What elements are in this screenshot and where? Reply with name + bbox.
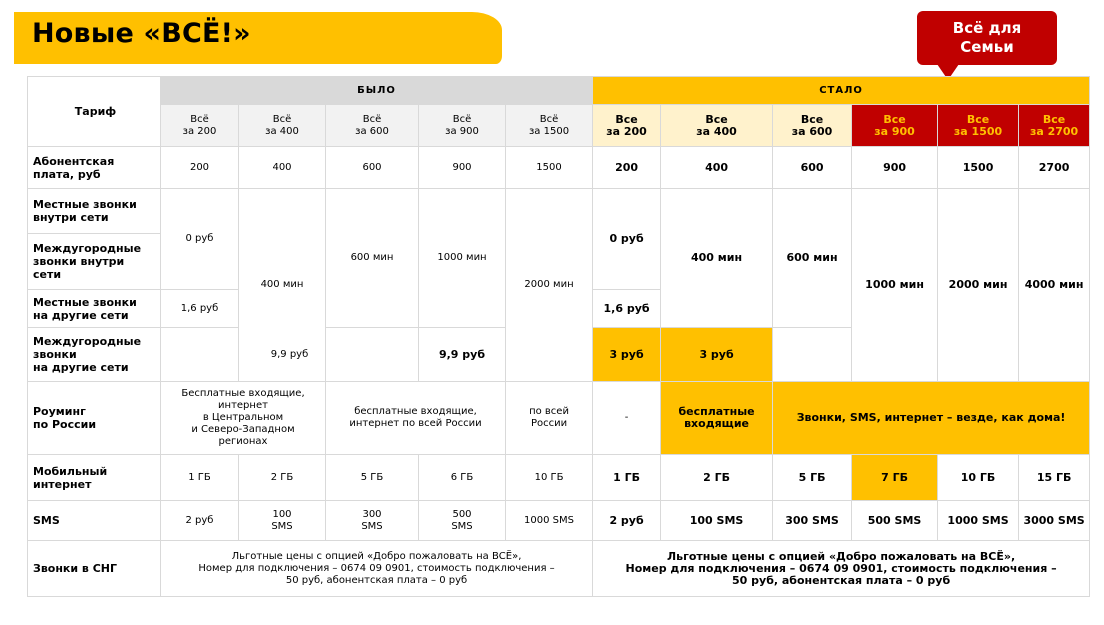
calls-was-400: 400 мин <box>239 189 326 382</box>
roaming-was-600-900: бесплатные входящие, интернет по всей России <box>326 382 506 455</box>
was-header: БЫЛО <box>161 77 593 105</box>
fee-was-900: 900 <box>419 147 506 189</box>
sms-was-400: 100 SMS <box>239 501 326 541</box>
sms-was-900: 500 SMS <box>419 501 506 541</box>
internet-was-1500: 10 ГБ <box>506 455 593 501</box>
calls-was-200-in: 0 руб <box>161 189 239 290</box>
calls-now-200-out: 1,6 руб <box>593 290 661 328</box>
roaming-now-400: бесплатные входящие <box>661 382 773 455</box>
calls-now-1500: 2000 мин <box>938 189 1019 382</box>
fee-label: Абонентская плата, руб <box>28 147 161 189</box>
was-plan-400: Всё за 400 <box>239 105 326 147</box>
roaming-was-1500: по всей России <box>506 382 593 455</box>
family-callout <box>917 11 1057 65</box>
sms-now-200: 2 руб <box>593 501 661 541</box>
calls-was-900: 1000 мин <box>419 189 506 328</box>
internet-now-1500: 10 ГБ <box>938 455 1019 501</box>
sms-now-900: 500 SMS <box>852 501 938 541</box>
sms-now-400: 100 SMS <box>661 501 773 541</box>
calls-was-1500: 2000 мин <box>506 189 593 382</box>
calls-now-200-in: 0 руб <box>593 189 661 290</box>
family-callout-text: Всё для Семьи <box>952 19 1022 56</box>
cis-was: Льготные цены с опцией «Добро пожаловать на ВСЁ», Номер для подключения – 0674 09 0901, стоимость подключения – 50 руб, абонентская плата – 0 руб <box>161 541 593 597</box>
fee-was-400: 400 <box>239 147 326 189</box>
internet-was-600: 5 ГБ <box>326 455 419 501</box>
fee-now-900: 900 <box>852 147 938 189</box>
now-plan-400: Все за 400 <box>661 105 773 147</box>
sms-now-600: 300 SMS <box>773 501 852 541</box>
calls-now-2700: 4000 мин <box>1019 189 1090 382</box>
plan-names-row <box>28 105 1090 147</box>
internet-was-400: 2 ГБ <box>239 455 326 501</box>
fee-now-1500: 1500 <box>938 147 1019 189</box>
fee-was-1500: 1500 <box>506 147 593 189</box>
roaming-row <box>28 382 1090 455</box>
fee-row <box>28 147 1090 189</box>
sms-was-600: 300 SMS <box>326 501 419 541</box>
sms-now-1500: 1000 SMS <box>938 501 1019 541</box>
was-plan-600: Всё за 600 <box>326 105 419 147</box>
header-row <box>28 77 1090 105</box>
fee-was-200: 200 <box>161 147 239 189</box>
now-plan-2700: Все за 2700 <box>1019 105 1090 147</box>
now-header: СТАЛО <box>593 77 1090 105</box>
internet-now-600: 5 ГБ <box>773 455 852 501</box>
sms-label: SMS <box>28 501 161 541</box>
was-plan-200: Всё за 200 <box>161 105 239 147</box>
local-in-row <box>28 189 1090 234</box>
internet-was-200: 1 ГБ <box>161 455 239 501</box>
now-plan-600: Все за 600 <box>773 105 852 147</box>
was-plan-1500: Всё за 1500 <box>506 105 593 147</box>
fee-now-600: 600 <box>773 147 852 189</box>
fee-now-400: 400 <box>661 147 773 189</box>
long-in-label: Междугородные звонки внутри сети <box>28 234 161 290</box>
calls-was-long-out: 9,9 руб <box>161 328 419 382</box>
tariff-header: Тариф <box>28 77 161 147</box>
roaming-label: Роуминг по России <box>28 382 161 455</box>
long-out-label: Междугородные звонки на другие сети <box>28 328 161 382</box>
calls-was-200-out: 1,6 руб <box>161 290 239 328</box>
internet-was-900: 6 ГБ <box>419 455 506 501</box>
sms-was-1500: 1000 SMS <box>506 501 593 541</box>
now-plan-900: Все за 900 <box>852 105 938 147</box>
internet-now-2700: 15 ГБ <box>1019 455 1090 501</box>
local-out-label: Местные звонки на другие сети <box>28 290 161 328</box>
internet-now-200: 1 ГБ <box>593 455 661 501</box>
internet-row <box>28 455 1090 501</box>
roaming-now-200: - <box>593 382 661 455</box>
calls-now-900: 1000 мин <box>852 189 938 382</box>
sms-row <box>28 501 1090 541</box>
was-plan-900: Всё за 900 <box>419 105 506 147</box>
local-in-label: Местные звонки внутри сети <box>28 189 161 234</box>
calls-now-600-long-out: 3 руб <box>661 328 773 382</box>
calls-now-600: 600 мин <box>773 189 852 328</box>
calls-now-400-long-out: 3 руб <box>593 328 661 382</box>
fee-was-600: 600 <box>326 147 419 189</box>
calls-now-400: 400 мин <box>661 189 773 328</box>
roaming-was-200-400: Бесплатные входящие, интернет в Центральном и Северо-Западном регионах <box>161 382 326 455</box>
sms-now-2700: 3000 SMS <box>1019 501 1090 541</box>
sms-was-200: 2 руб <box>161 501 239 541</box>
cis-now: Льготные цены с опцией «Добро пожаловать на ВСЁ», Номер для подключения – 0674 09 0901, стоимость подключения – 50 руб, абонентская плата – 0 руб <box>593 541 1090 597</box>
internet-label: Мобильный интернет <box>28 455 161 501</box>
calls-was-600: 600 мин <box>326 189 419 328</box>
now-plan-1500: Все за 1500 <box>938 105 1019 147</box>
calls-now-200-long-out: 9,9 руб <box>419 328 506 382</box>
fee-now-2700: 2700 <box>1019 147 1090 189</box>
cis-row <box>28 541 1090 597</box>
now-plan-200: Все за 200 <box>593 105 661 147</box>
page-title: Новые «ВСЁ!» <box>32 18 251 49</box>
internet-now-900: 7 ГБ <box>852 455 938 501</box>
internet-now-400: 2 ГБ <box>661 455 773 501</box>
cis-label: Звонки в СНГ <box>28 541 161 597</box>
fee-now-200: 200 <box>593 147 661 189</box>
roaming-now-rest: Звонки, SMS, интернет – везде, как дома! <box>773 382 1090 455</box>
tariff-comparison-table <box>27 76 1090 597</box>
